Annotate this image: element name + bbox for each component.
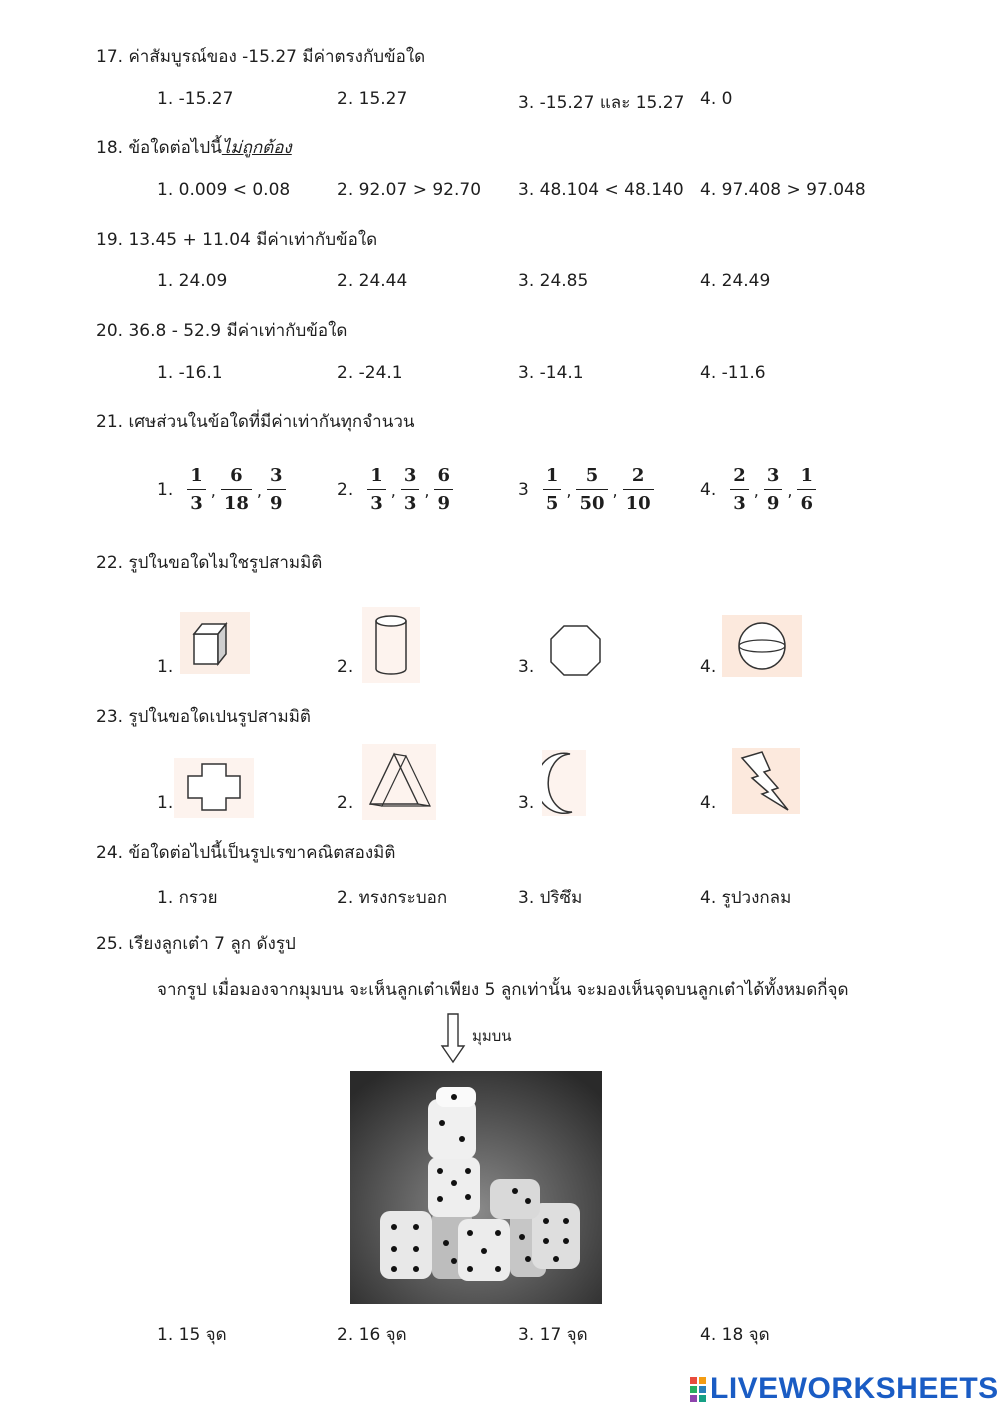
q22-option-4-label[interactable]: 4. [700, 657, 717, 677]
q21-option-1[interactable]: 1. $\frac{1}{3}$ , $\frac{6}{18}$ , $\frac{3}{9}$ [157, 462, 286, 518]
liveworksheets-logo [690, 1372, 999, 1406]
q19-option-3[interactable]: 3. 24.85 [518, 271, 589, 291]
q23-option-2-label[interactable]: 2. [337, 793, 354, 813]
q21-option-1-label: 1. [157, 480, 174, 500]
fraction: $\frac{1}{6}$ [797, 465, 816, 515]
q21-option-3[interactable]: 3 $\frac{1}{5}$ , $\frac{5}{50}$ , $\frac{2}{10}$ [518, 462, 654, 518]
q24-option-4[interactable]: 4. รูปวงกลม [700, 888, 792, 908]
q21-option-2-label: 2. [337, 480, 354, 500]
cube-icon[interactable] [180, 612, 250, 674]
question-23: 23. รูปในขอใดเปนรูปสามมิติ [96, 707, 311, 727]
q22-option-1-label[interactable]: 1. [157, 657, 174, 677]
question-17: 17. ค่าสัมบูรณ์ของ -15.27 มีค่าตรงกับข้อใด [96, 47, 426, 67]
q25-option-3[interactable]: 3. 17 จุด [518, 1325, 588, 1345]
q25-option-4[interactable]: 4. 18 จุด [700, 1325, 770, 1345]
brand-name: LIVEWORKSHEETS [710, 1372, 999, 1405]
q18-emphasis: ไม่ถูกต้อง [221, 138, 292, 158]
q24-option-2[interactable]: 2. ทรงกระบอก [337, 888, 448, 908]
cross-shape-icon[interactable] [174, 758, 254, 818]
q23-option-4-label[interactable]: 4. [700, 793, 717, 813]
q17-option-3[interactable]: 3. -15.27 และ 15.27 [518, 93, 685, 113]
q23-option-3-label[interactable]: 3. [518, 793, 535, 813]
question-19: 19. 13.45 + 11.04 มีค่าเท่ากับข้อใด [96, 230, 378, 250]
q18-option-2[interactable]: 2. 92.07 > 92.70 [337, 180, 482, 200]
question-21: 21. เศษส่วนในข้อใดที่มีค่าเท่ากันทุกจำนวน [96, 412, 415, 432]
triangular-prism-icon[interactable] [362, 744, 436, 820]
q19-option-2[interactable]: 2. 24.44 [337, 271, 408, 291]
fraction: $\frac{5}{50}$ [576, 465, 607, 515]
q18-option-1[interactable]: 1. 0.009 < 0.08 [157, 180, 291, 200]
dice-photo [350, 1071, 602, 1304]
q22-option-2-label[interactable]: 2. [337, 657, 354, 677]
question-20: 20. 36.8 - 52.9 มีค่าเท่ากับข้อใด [96, 321, 348, 341]
q21-option-2[interactable]: 2. $\frac{1}{3}$ , $\frac{3}{3}$ , $\frac{6}{9}$ [337, 462, 453, 518]
q25-option-2[interactable]: 2. 16 จุด [337, 1325, 407, 1345]
q18-prefix: 18. ข้อใดต่อไปนี้ [96, 138, 222, 158]
question-22: 22. รูปในขอใดไมใชรูปสามมิติ [96, 553, 323, 573]
q21-option-4-label: 4. [700, 480, 717, 500]
fraction: $\frac{1}{5}$ [543, 465, 562, 515]
q24-option-1[interactable]: 1. กรวย [157, 888, 218, 908]
fraction: $\frac{1}{3}$ [367, 465, 386, 515]
fraction: $\frac{6}{18}$ [221, 465, 252, 515]
q21-option-4[interactable]: 4. $\frac{2}{3}$ , $\frac{3}{9}$ , $\frac{1}{6}$ [700, 462, 816, 518]
q18-option-4[interactable]: 4. 97.408 > 97.048 [700, 180, 866, 200]
cylinder-icon[interactable] [362, 607, 420, 683]
q19-option-4[interactable]: 4. 24.49 [700, 271, 771, 291]
q19-option-1[interactable]: 1. 24.09 [157, 271, 228, 291]
top-view-label: มุมบน [472, 1027, 512, 1045]
q24-option-3[interactable]: 3. ปริซึม [518, 888, 583, 908]
fraction: $\frac{3}{9}$ [267, 465, 286, 515]
q17-option-1[interactable]: 1. -15.27 [157, 89, 234, 109]
crescent-moon-icon[interactable] [542, 750, 586, 816]
q25-subtext: จากรูป เมื่อมองจากมุมบน จะเห็นลูกเต๋าเพียง 5 ลูกเท่านั้น จะมองเห็นจุดบนลูกเต๋าได้ทั้งหมดกี่จุด [157, 980, 849, 1000]
q18-option-3[interactable]: 3. 48.104 < 48.140 [518, 180, 684, 200]
q20-option-3[interactable]: 3. -14.1 [518, 363, 584, 383]
q25-option-1[interactable]: 1. 15 จุด [157, 1325, 227, 1345]
q20-option-4[interactable]: 4. -11.6 [700, 363, 766, 383]
octagon-icon[interactable] [540, 622, 612, 680]
question-25: 25. เรียงลูกเต๋า 7 ลูก ดังรูป [96, 934, 296, 954]
q23-option-1-label[interactable]: 1. [157, 793, 174, 813]
sphere-icon[interactable] [722, 615, 802, 677]
logo-grid-icon [690, 1377, 706, 1402]
question-24: 24. ข้อใดต่อไปนี้เป็นรูปเรขาคณิตสองมิติ [96, 843, 396, 863]
q22-option-3-label[interactable]: 3. [518, 657, 535, 677]
fraction: $\frac{3}{9}$ [764, 465, 783, 515]
down-arrow-icon [440, 1012, 466, 1064]
question-18 [96, 134, 292, 161]
q17-option-2[interactable]: 2. 15.27 [337, 89, 408, 109]
fraction: $\frac{6}{9}$ [434, 465, 453, 515]
q21-option-3-label: 3 [518, 480, 529, 500]
fraction: $\frac{1}{3}$ [187, 465, 206, 515]
q20-option-1[interactable]: 1. -16.1 [157, 363, 223, 383]
fraction: $\frac{2}{3}$ [730, 465, 749, 515]
fraction: $\frac{3}{3}$ [401, 465, 420, 515]
fraction: $\frac{2}{10}$ [623, 465, 654, 515]
lightning-bolt-icon[interactable] [732, 748, 800, 814]
q17-option-4[interactable]: 4. 0 [700, 89, 733, 109]
q20-option-2[interactable]: 2. -24.1 [337, 363, 403, 383]
